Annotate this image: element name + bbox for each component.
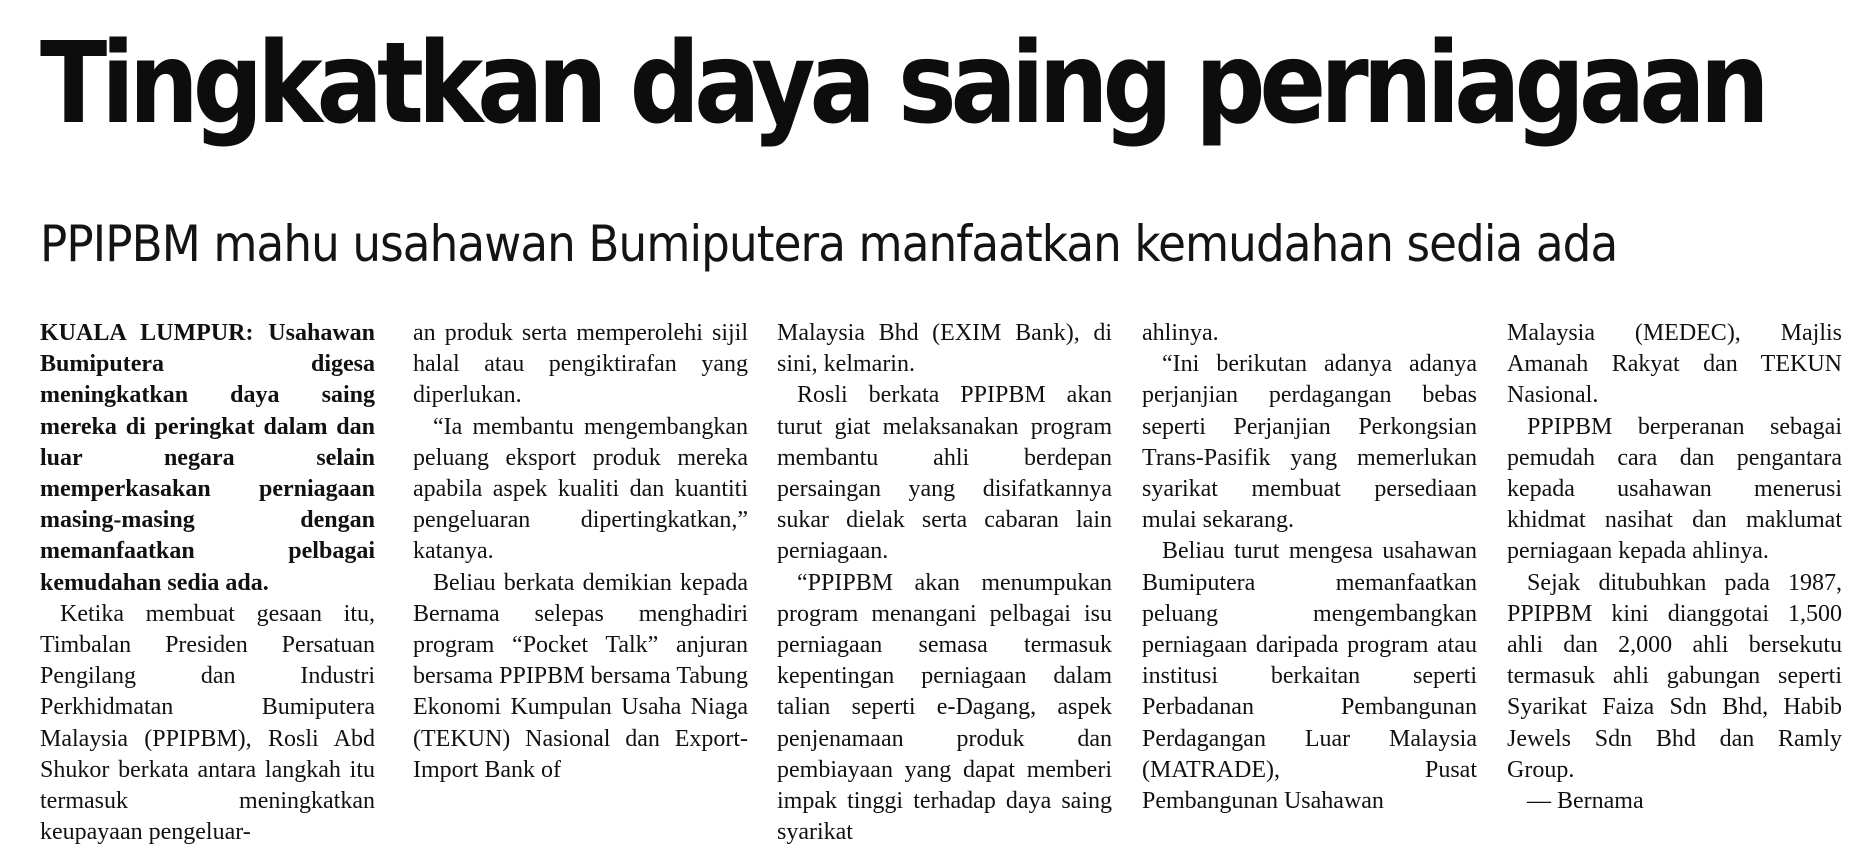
body-paragraph: “PPIPBM akan menumpukan program menangani pelbagai isu perniagaan semasa termasuk kepentingan perniagaan dalam talian seperti e-Dagang, aspek penjenamaan produk dan pembiayaan yang dapat memberi impak tinggi terhadap daya saing syarikat (777, 569, 1112, 846)
body-paragraph: Malaysia (MEDEC), Majlis Amanah Rakyat dan TEKUN Nasional. (1507, 320, 1842, 409)
body-paragraph: Beliau berkata demikian kepada Bernama selepas menghadiri program “Pocket Talk” anjuran bersama PPIPBM bersama Tabung Ekonomi Kumpulan Usaha Niaga (TEKUN) Nasional dan Export-Import Bank of (413, 569, 748, 783)
byline: — Bernama (1527, 788, 1644, 815)
lead-paragraph: KUALA LUMPUR: Usahawan Bumiputera digesa meningkatkan daya saing mereka di peringkat dalam dan luar negara selain memperkasakan perniagaan masing-masing dengan memanfaatkan pelbagai kemudahan sedia ada. (40, 320, 375, 596)
body-paragraph: Ketika membuat gesaan itu, Timbalan Presiden Persatuan Pengilang dan Industri Perkhidmatan Bumiputera Malaysia (PPIPBM), Rosli Abd Shukor berkata antara langkah itu termasuk meningkatkan keupayaan pengeluar- (40, 600, 375, 846)
body-paragraph: Malaysia Bhd (EXIM Bank), di sini, kelmarin. (777, 320, 1112, 378)
body-paragraph: Beliau turut mengesa usahawan Bumiputera memanfaatkan peluang mengembangkan perniagaan daripada program atau institusi berkaitan seperti Perbadanan Pembangunan Perdagangan Luar Malaysia (MATRADE), Pusat Pembangunan Usahawan (1142, 538, 1477, 815)
body-paragraph: Rosli berkata PPIPBM akan turut giat melaksanakan program membantu ahli berdepan persaingan yang disifatkannya sukar dielak serta cabaran lain perniagaan. (777, 382, 1112, 565)
article-column-5 (1507, 318, 1842, 817)
body-paragraph: PPIPBM berperanan sebagai pemudah cara dan pengantara kepada usahawan menerusi khidmat nasihat dan maklumat perniagaan kepada ahlinya. (1507, 413, 1842, 565)
article-column-3 (777, 318, 1112, 848)
article-column-1 (40, 318, 375, 848)
body-paragraph: “Ini berikutan adanya adanya perjanjian perdagangan bebas seperti Perjanjian Perkongsian Trans-Pasifik yang memerlukan syarikat membuat persediaan mulai sekarang. (1142, 351, 1477, 534)
headline: Tingkatkan daya saing perniagaan (40, 19, 1764, 149)
article-column-2 (413, 318, 748, 786)
body-paragraph: an produk serta memperolehi sijil halal atau pengiktirafan yang diperlukan. (413, 320, 748, 409)
subheadline: PPIPBM mahu usahawan Bumiputera manfaatkan kemudahan sedia ada (40, 215, 1618, 273)
article-column-4 (1142, 318, 1477, 817)
body-paragraph: “Ia membantu mengembangkan peluang eksport produk mereka apabila aspek kualiti dan kuantiti pengeluaran dipertingkatkan,” katanya. (413, 413, 748, 565)
body-paragraph: Sejak ditubuhkan pada 1987, PPIPBM kini dianggotai 1,500 ahli dan 2,000 ahli bersekutu termasuk ahli gabungan seperti Syarikat Faiza Sdn Bhd, Habib Jewels Sdn Bhd dan Ramly Group. (1507, 569, 1842, 783)
body-paragraph: ahlinya. (1142, 320, 1219, 346)
